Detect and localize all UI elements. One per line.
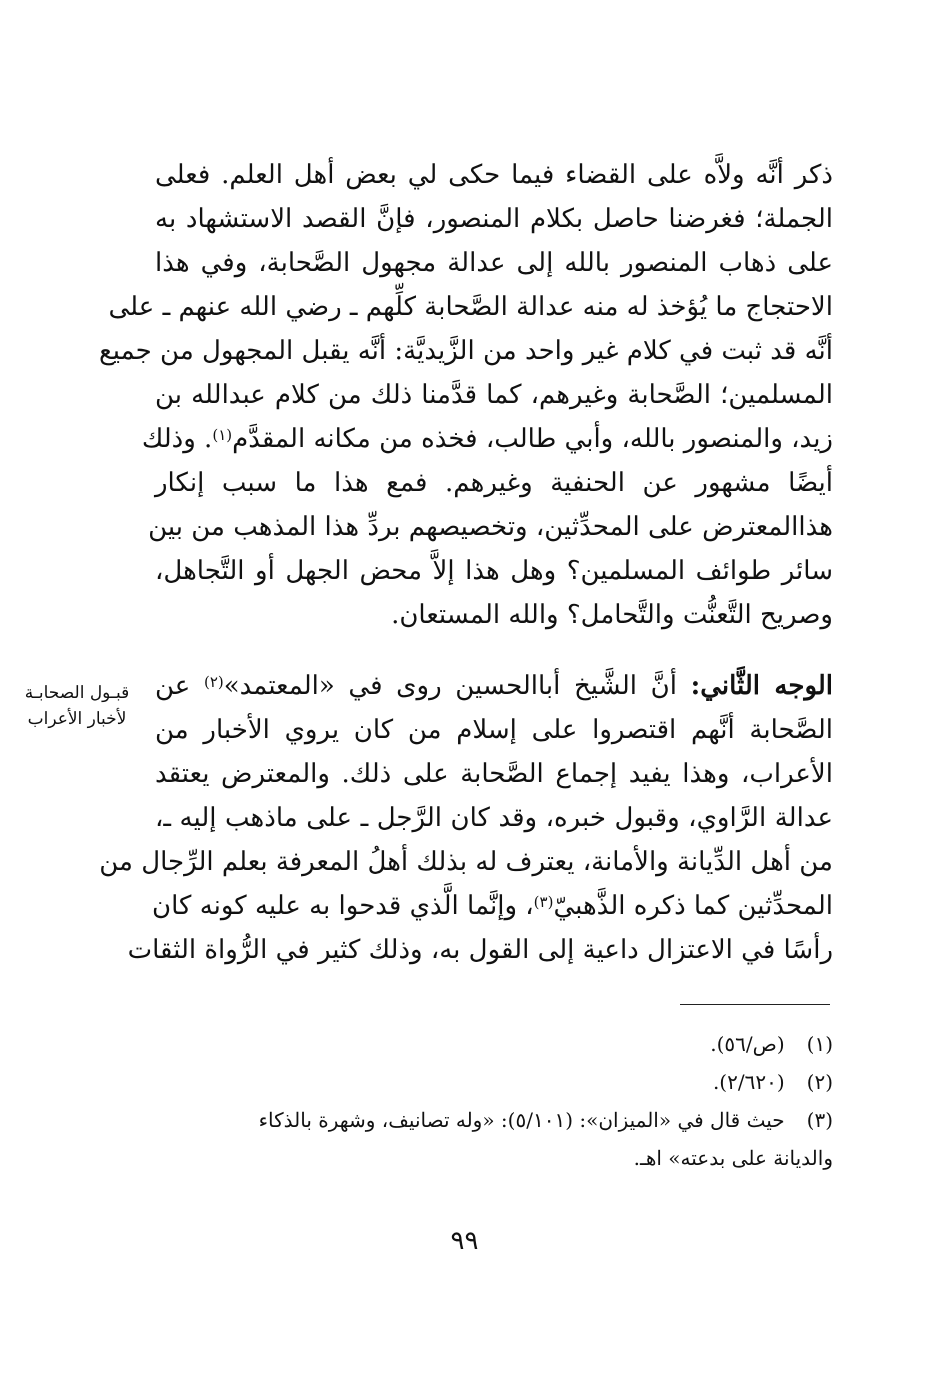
body-line: أيضًا مشهور عن الحنفية وغيرهم. فمع هذا ما سبب إنكار xyxy=(155,468,833,498)
body-line-text: . وذلك xyxy=(141,424,213,454)
body-line: الأعراب، وهذا يفيد إجماع الصَّحابة على ذلك. والمعترض يعتقد xyxy=(155,759,833,789)
page-number: ٩٩ xyxy=(450,1226,479,1256)
body-line-text: المحدِّثين كما ذكره الذَّهبيّ xyxy=(553,891,833,921)
body-line: الجملة؛ فغرضنا حاصل بكلام المنصور، فإنَّ القصد الاستشهاد به xyxy=(155,204,833,234)
body-line: الاحتجاج ما يُؤخذ له منه عدالة الصَّحابة كلِّهم ـ رضي الله عنهم ـ على xyxy=(108,292,833,322)
footnote-text: (٢/٦٢٠). xyxy=(712,1070,785,1094)
body-line xyxy=(152,883,833,930)
body-line-text: أنَّ الشَّيخ أباالحسين روى في «المعتمد» xyxy=(223,671,677,701)
body-line: ذكر أنَّه ولاَّه على القضاء فيما حكى لي بعض أهل العلم. فعلى xyxy=(155,160,833,190)
body-line: على ذهاب المنصور بالله إلى عدالة مجهول الصَّحابة، وفي هذا xyxy=(155,248,833,278)
footnote-number: (١) xyxy=(806,1032,833,1056)
marginal-note-line: قبـول الصحابـة xyxy=(24,683,130,703)
body-line-text: ، وإنَّما الَّذي قدحوا به عليه كونه كان xyxy=(152,891,534,921)
body-line xyxy=(141,416,833,463)
footnote-continuation xyxy=(133,1139,833,1177)
footnote xyxy=(133,1101,833,1139)
footnote-ref: (١) xyxy=(212,426,233,444)
footnote-ref: (٢) xyxy=(203,673,224,691)
footnote-text: والديانة على بدعته» اهـ. xyxy=(633,1146,833,1170)
body-line: أنَّه قد ثبت في كلام غير واحد من الزَّيديَّة: أنَّه يقبل المجهول من جميع xyxy=(98,336,833,366)
footnote-number: (٣) xyxy=(806,1108,833,1132)
footnote-number: (٢) xyxy=(806,1070,833,1094)
body-line: من أهل الدِّيانة والأمانة، يعترف له بذلك أهلُ المعرفة بعلم الرِّجال من xyxy=(99,847,833,877)
section-heading: الوجه الثَّاني: xyxy=(690,671,834,701)
footnote-ref: (٣) xyxy=(533,893,554,911)
body-line: هذاالمعترض على المحدِّثين، وتخصيصهم بردِّ هذا المذهب من بين xyxy=(148,512,833,542)
footnote-separator xyxy=(680,1004,830,1005)
body-line: المسلمين؛ الصَّحابة وغيرهم، كما قدَّمنا ذلك من كلام عبدالله بن xyxy=(155,380,833,410)
footnote xyxy=(133,1063,833,1101)
body-line: سائر طوائف المسلمين؟ وهل هذا إلاَّ محض الجهل أو التَّجاهل، xyxy=(155,556,833,586)
body-line: الصَّحابة أنَّهم اقتصروا على إسلام من كان يروي الأخبار من xyxy=(155,715,833,745)
body-line-text: زيد، والمنصور بالله، وأبي طالب، فخذه من مكانه المقدَّم xyxy=(232,424,833,454)
body-line: عدالة الرَّاوي، وقبول خبره، وقد كان الرَّجل ـ على ماذهب إليه ـ، xyxy=(155,803,833,833)
section-first-line xyxy=(155,663,833,710)
footnote xyxy=(133,1025,833,1063)
body-line: رأسًا في الاعتزال داعية إلى القول به، وذلك كثير في الرُّواة الثقات xyxy=(127,935,833,965)
footnote-text: حيث قال في «الميزان»: (٥/١٠١): «وله تصانيف، وشهرة بالذكاء xyxy=(258,1108,785,1132)
footnote-text: (ص/٥٦). xyxy=(710,1032,785,1056)
marginal-note-line: لأخبار الأعراب xyxy=(27,709,127,729)
body-line: وصريح التَّعنُّت والتَّحامل؟ والله المستعان. xyxy=(391,600,833,630)
body-line-text: عن xyxy=(155,671,191,701)
marginal-note xyxy=(7,680,147,732)
